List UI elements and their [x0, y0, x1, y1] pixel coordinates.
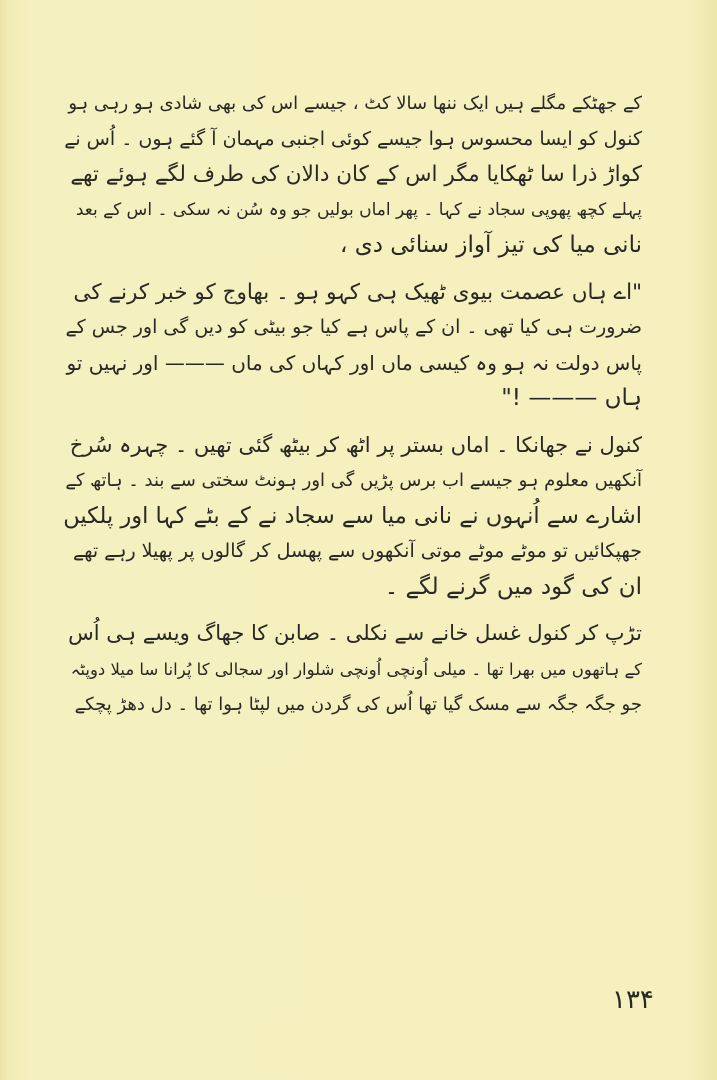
text-line: آنکھیں معلوم ہو جیسے اب برس پڑیں گی اور ہونٹ سختی سے بند ۔ ہاتھ کے	[65, 470, 642, 491]
text-line: "اے ہاں عصمت بیوی ٹھیک ہی کہو ہو ۔ بھاوج کو خبر کرنے کی	[73, 279, 642, 305]
text-line: اشارے سے اُنہوں نے نانی میا سے سجاد نے کے بٹے کہا اور پلکیں	[63, 502, 642, 529]
paragraph-3	[62, 428, 642, 606]
paragraph-4	[62, 616, 642, 723]
text-line: کنول کو ایسا محسوس ہوا جیسے کوئی اجنبی مہمان آ گئے ہوں ۔ اُس نے	[64, 127, 642, 150]
text-line: پاس دولت نہ ہو وہ کیسی ماں اور کہاں کی ماں ——— اور نہیں تو	[66, 350, 642, 375]
text-line: پہلے کچھ پھوپی سجاد نے کہا ۔ پھر اماں بولیں جو وہ سُن نہ سکی ۔ اس کے بعد	[75, 199, 642, 220]
page-text	[62, 86, 642, 723]
text-line: ان کی گود میں گرنے لگے ۔	[384, 573, 642, 600]
text-line: کے ہاتھوں میں بھرا تھا ۔ میلی اُونچی اُونچی شلوار اور سجالی کا پُرانا سا میلا دوپٹہ	[70, 659, 642, 679]
text-line: کے جھٹکے مگلے ہیں ایک ننھا سالا کٹ ، جیسے اس کی بھی شادی ہو رہی ہو	[68, 93, 642, 114]
paragraph-2	[62, 275, 642, 417]
text-line: نانی میا کی تیز آواز سنائی دی ،	[339, 232, 642, 258]
page-number: ۱۳۴	[612, 985, 654, 1015]
paragraph-1	[62, 86, 642, 264]
text-line: جو جگہ جگہ سے مسک گیا تھا اُس کی گردن میں لپٹا ہوا تھا ۔ دل دھڑ پچکے	[74, 694, 642, 715]
text-line: ضرورت ہی کیا تھی ۔ ان کے پاس ہے کیا جو بیٹی کو دیں گی اور جس کے	[65, 316, 642, 338]
text-line: جھپکائیں تو موٹے موٹے موتی آنکھوں سے پھسل کر گالوں پر پھیلا رہے تھے	[72, 540, 642, 562]
text-line: تڑپ کر کنول غسل خانے سے نکلی ۔ صابن کا جھاگ ویسے ہی اُس	[68, 621, 642, 645]
text-line: کنول نے جھانکا ۔ اماں بستر پر اٹھ کر بیٹھ گئی تھیں ۔ چہرہ سُرخ	[69, 432, 642, 457]
text-line: ہاں ——— !"	[501, 385, 642, 411]
text-line: کواڑ ذرا سا ٹھکایا مگر اس کے کان دالان کی طرف لگے ہوئے تھے	[70, 162, 642, 187]
